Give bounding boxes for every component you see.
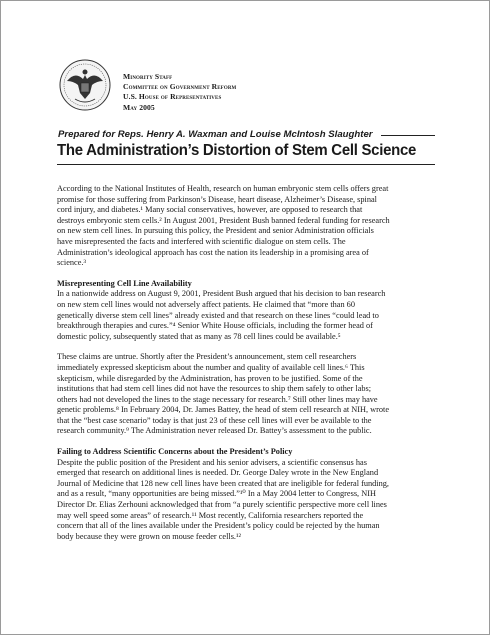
text-line: concern that all of the lines available under the President’s policy could be rejected by the human xyxy=(57,521,380,531)
text-line: These claims are untrue. Shortly after the President’s announcement, stem cell researchers xyxy=(57,352,357,362)
text-line: skepticism, while disregarded by the Administration, has proven to be justified. Some of the xyxy=(57,373,363,383)
text-line: on new stem cell lines. In pursuing this policy, the President and senior Administration officials xyxy=(57,226,374,236)
text-line: Administration’s ideological approach has cost the nation its leadership in a promising area of xyxy=(57,247,369,257)
text-line: emerged that research on additional lines is needed. Dr. George Daley wrote in the New England xyxy=(57,468,379,478)
text-line: body because they were grown on mouse feeder cells.¹² xyxy=(57,531,241,541)
text-line: immediately expressed skepticism about the number and quality of available cell lines.⁶ This xyxy=(57,362,365,372)
text-line: have misrepresented the facts and interfered with scientific dialogue on stem cells. The xyxy=(57,236,346,246)
text-line: science.³ xyxy=(57,258,86,268)
document-body xyxy=(57,176,439,542)
text-line: Director Dr. Elias Zerhouni acknowledged that from “a purely scientific perspective more cell lines xyxy=(57,500,387,510)
text-line: breakthrough therapies and cures.”⁴ Senior White House officials, including the former head of xyxy=(57,321,373,331)
intro-paragraph xyxy=(57,184,439,269)
text-line: on new stem cell lines would not adversely affect patients. He claimed that “more than 60 xyxy=(57,299,355,309)
section1-paragraph-2 xyxy=(57,352,439,437)
text-line: Despite the public position of the President and his senior advisers, a scientific consensus has xyxy=(57,457,367,467)
section-heading-cell-line: Misrepresenting Cell Line Availability xyxy=(57,278,192,288)
section2-paragraph-1 xyxy=(57,458,439,543)
text-line: and as a result, “many opportunities are being missed.”¹⁰ In a May 2004 letter to Congress, NIH xyxy=(57,489,376,499)
staff-line-date: May 2005 xyxy=(123,102,155,112)
text-line: that the “best case scenario” today is that just 23 of these cell lines will ever be available to the xyxy=(57,415,372,425)
text-line: In a nationwide address on August 9, 2001, President Bush argued that his decision to ban research xyxy=(57,289,386,299)
document-title: The Administration’s Distortion of Stem Cell Science xyxy=(57,142,417,159)
prepared-for-line: Prepared for Reps. Henry A. Waxman and Louise McIntosh Slaughter xyxy=(58,129,373,140)
section1-paragraph-1 xyxy=(57,289,439,342)
text-line: Journal of Medicine that 128 new cell lines have been created that are ineligible for federal funding, xyxy=(57,478,389,488)
text-line: promise for those suffering from Parkinson’s Disease, heart disease, Alzheimer’s Disease, spinal xyxy=(57,194,377,204)
text-line: research community.⁹ The Administration never released Dr. Battey’s assessment to the public. xyxy=(57,426,372,436)
text-line: genetic problems.⁸ In February 2004, Dr. James Battey, the head of stem cell research at NIH, wrote xyxy=(57,405,390,415)
text-line: genetically diverse stem cell lines” already existed and that research on these lines “could lead to xyxy=(57,310,379,320)
text-line: may well speed some areas” of research.¹¹ Most recently, California researchers reported the xyxy=(57,510,364,520)
house-seal-eagle-icon xyxy=(59,59,111,111)
staff-line-house: U.S. House of Representatives xyxy=(123,92,222,102)
staff-line-committee: Committee on Government Reform xyxy=(123,82,237,92)
staff-block xyxy=(123,72,236,113)
title-rule xyxy=(57,164,435,165)
staff-line-org: Minority Staff xyxy=(123,72,173,81)
text-line: destroys embryonic stem cells.² In August 2001, President Bush banned federal funding for research xyxy=(57,215,390,225)
text-line: domestic policy, subsequently stated that as many as 78 cell lines could be available.⁵ xyxy=(57,331,341,341)
prepared-rule xyxy=(381,135,435,136)
text-line: institutions that had stem cell lines did not have the resources to ship them safely to other labs; xyxy=(57,384,372,394)
section-heading-scientific-concerns: Failing to Address Scientific Concerns about the President’s Policy xyxy=(57,447,293,457)
text-line: cord injury, and diabetes.¹ Many social conservatives, however, are opposed to research that xyxy=(57,205,363,215)
text-line: others had not developed the lines to the stage necessary for research.⁷ Still other lines may have xyxy=(57,394,378,404)
text-line: According to the National Institutes of Health, research on human embryonic stem cells offers great xyxy=(57,184,389,193)
